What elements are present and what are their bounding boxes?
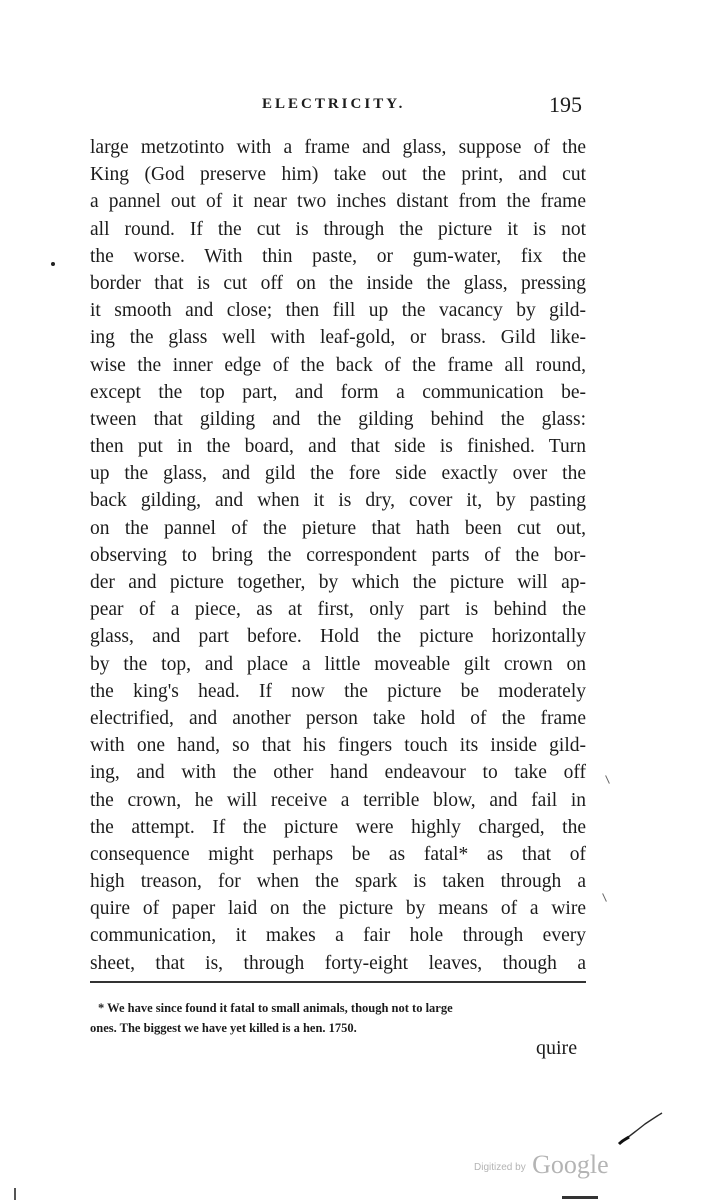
body-line: it smooth and close; then fill up the vacancy by gild- [90,300,586,322]
running-header-title: ELECTRICITY. [262,96,406,112]
body-line: pear of a piece, as at first, only part is behind the [90,599,586,621]
footnote-rule [90,981,586,983]
body-line: glass, and part before. Hold the picture horizontally [90,626,586,648]
body-line: a pannel out of it near two inches distant from the frame [90,191,586,213]
margin-dot [51,262,55,266]
pen-stroke-icon [615,1110,665,1150]
body-line: wise the inner edge of the back of the frame all round, [90,354,586,376]
margin-tick-mark [605,775,610,784]
body-line: King (God preserve him) take out the print, and cut [90,164,586,186]
body-text [90,134,586,977]
body-line: by the top, and place a little moveable gilt crown on [90,653,586,675]
footnote [90,998,586,1038]
watermark-brand: Google [532,1150,609,1179]
body-line: up the glass, and gild the fore side exactly over the [90,463,586,485]
body-line: all round. If the cut is through the picture it is not [90,218,586,240]
page-number: 195 [549,92,582,117]
body-line: high treason, for when the spark is taken through a [90,871,586,893]
body-line: the worse. With thin paste, or gum-water, fix the [90,245,586,267]
body-line: then put in the board, and that side is finished. Turn [90,436,586,458]
body-line: the attempt. If the picture were highly charged, the [90,816,586,838]
footnote-line: * We have since found it fatal to small animals, though not to large [98,1001,453,1015]
body-line: electrified, and another person take hold of the frame [90,707,586,729]
body-line: quire of paper laid on the picture by means of a wire [90,898,586,920]
body-line: with one hand, so that his fingers touch its inside gild- [90,735,586,757]
footnote-line: ones. The biggest we have yet killed is a hen. 1750. [90,1021,357,1035]
left-edge-mark [14,1188,16,1200]
body-line: the crown, he will receive a terrible blow, and fail in [90,789,586,811]
watermark-prefix: Digitized by [474,1162,526,1173]
margin-tick-mark [602,893,607,902]
body-line: ing the glass well with leaf-gold, or brass. Gild like- [90,327,586,349]
body-line: consequence might perhaps be as fatal* as that of [90,843,586,865]
body-line: border that is cut off on the inside the glass, pressing [90,272,586,294]
catchword: quire [536,1037,578,1059]
bottom-edge-mark [562,1196,598,1199]
body-line: back gilding, and when it is dry, cover it, by pasting [90,490,586,512]
body-line: der and picture together, by which the picture will ap- [90,572,586,593]
body-line: observing to bring the correspondent parts of the bor- [90,544,586,566]
body-line: tween that gilding and the gilding behind the glass: [90,408,586,430]
body-line: communication, it makes a fair hole through every [90,925,586,947]
body-line: sheet, that is, through forty-eight leaves, though a [90,952,586,974]
body-line: except the top part, and form a communication be- [90,381,586,403]
digitized-watermark [474,1150,609,1180]
body-line: on the pannel of the pieture that hath been cut out, [90,517,586,539]
body-line: ing, and with the other hand endeavour to take off [90,762,586,784]
body-line: the king's head. If now the picture be moderately [90,680,586,702]
body-line: large metzotinto with a frame and glass, suppose of the [90,137,586,158]
